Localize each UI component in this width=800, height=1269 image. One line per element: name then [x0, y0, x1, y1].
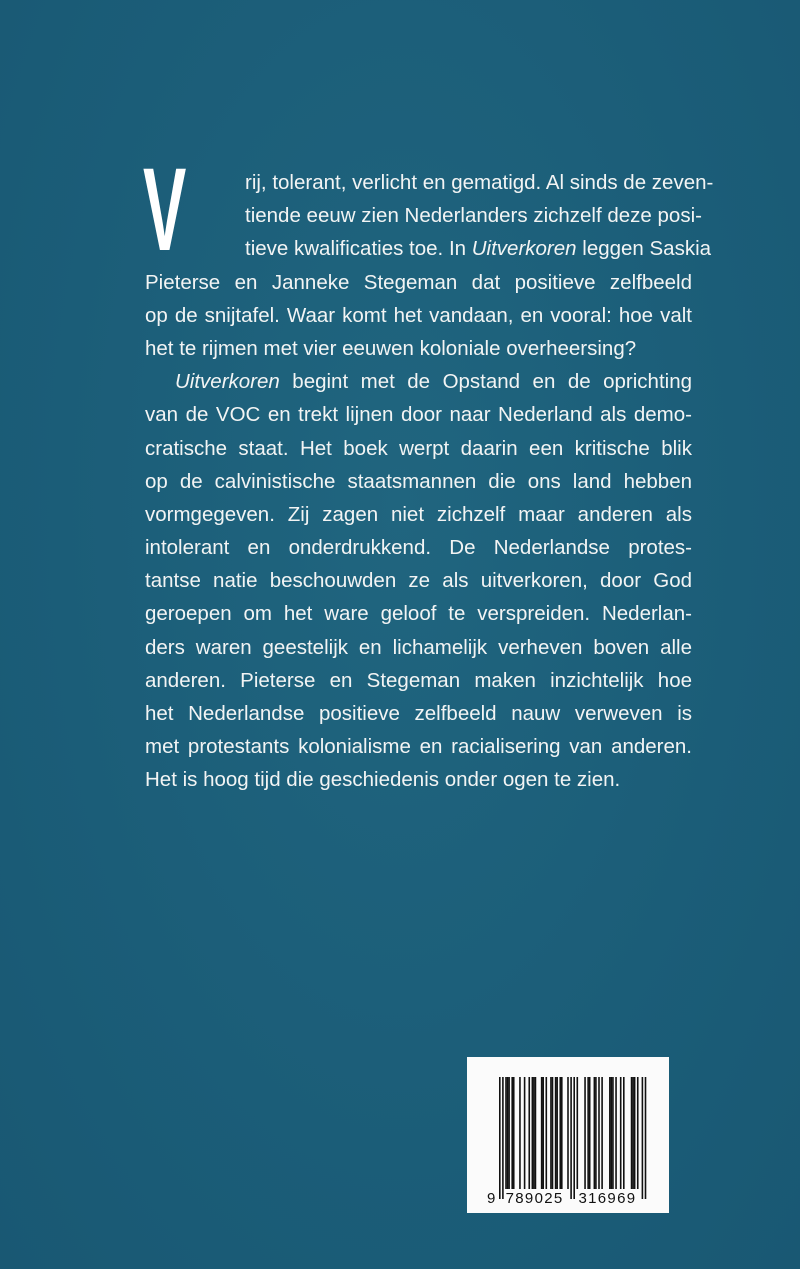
barcode-bar — [634, 1077, 636, 1189]
blurb-line — [145, 664, 692, 697]
barcode-digits: 9 — [487, 1190, 497, 1207]
barcode-bar — [499, 1077, 501, 1199]
blurb-line — [245, 199, 702, 232]
text-segment: Het is hoog tijd die geschiedenis onder ogen te zien. — [145, 768, 621, 792]
blurb-line — [145, 365, 692, 398]
text-segment: van de VOC en trekt lijnen door naar Nederland als demo- — [145, 403, 692, 427]
barcode-bar — [559, 1077, 561, 1189]
blurb-line — [145, 432, 692, 465]
barcode-bar — [631, 1077, 633, 1189]
barcode-bar — [570, 1077, 572, 1199]
blurb-line — [145, 398, 692, 431]
text-segment: rij, tolerant, verlicht en gematigd. Al sinds de zeven- — [245, 171, 714, 194]
blurb-text — [145, 166, 714, 797]
barcode-bar — [507, 1077, 509, 1189]
text-segment: intolerant en onderdrukkend. De Nederlandse protes- — [145, 536, 692, 560]
blurb-line — [145, 465, 692, 498]
text-segment: cratische staat. Het boek werpt daarin een kritische blik — [145, 436, 692, 460]
barcode-bar — [612, 1077, 614, 1189]
text-segment: het Nederlandse positieve zelfbeeld nauw verweven is — [145, 702, 692, 725]
barcode-bar — [601, 1077, 603, 1189]
text-segment: vormgegeven. Zij zagen niet zichzelf maar anderen als — [145, 502, 692, 526]
blurb-line — [145, 564, 692, 597]
text-segment: anderen. Pieterse en Stegeman maken inzichtelijk hoe — [145, 668, 692, 692]
barcode-bar — [541, 1077, 543, 1189]
barcode-bar — [645, 1077, 647, 1199]
barcode-digits: 316969 — [578, 1190, 637, 1207]
blurb-line — [245, 232, 712, 265]
barcode-bar — [632, 1077, 634, 1189]
barcode-bar — [505, 1077, 507, 1189]
barcode-bar — [587, 1077, 589, 1189]
blurb-line — [145, 697, 692, 730]
blurb-line — [145, 332, 692, 365]
barcode-bar — [611, 1077, 613, 1189]
barcode-bar — [609, 1077, 611, 1189]
blurb-line — [145, 531, 692, 564]
barcode-bar — [573, 1077, 575, 1199]
blurb-line — [145, 763, 692, 796]
blurb-line — [145, 631, 692, 664]
text-segment: op de calvinistische staatsmannen die ons land hebben — [145, 469, 692, 493]
blurb-line — [145, 266, 692, 299]
book-title-italic: Uitverkoren — [175, 370, 280, 394]
barcode-bar — [598, 1077, 600, 1189]
barcode-bar — [533, 1077, 535, 1189]
barcode-bar — [623, 1077, 625, 1189]
text-segment: leggen Saskia — [576, 237, 712, 261]
text-segment: begint met de Opstand en de oprichting — [279, 370, 692, 394]
barcode-bar — [594, 1077, 596, 1189]
barcode-bar — [589, 1077, 591, 1189]
barcode-bar — [555, 1077, 557, 1189]
barcode-bar — [508, 1077, 510, 1189]
barcode-bar — [567, 1077, 569, 1189]
text-segment: op de snijtafel. Waar komt het vandaan, en vooral: hoe valt — [145, 303, 692, 327]
barcode-bar — [528, 1077, 530, 1189]
barcode-bar — [620, 1077, 622, 1189]
text-segment: geroepen om het ware geloof te verspreiden. Nederlan- — [145, 602, 692, 626]
barcode-bar — [637, 1077, 639, 1189]
text-segment: tiende eeuw zien Nederlanders zichzelf deze posi- — [245, 204, 702, 228]
barcode-bar — [513, 1077, 515, 1189]
barcode-bar — [556, 1077, 558, 1189]
barcode-digits: 789025 — [505, 1190, 564, 1207]
book-title-italic: Uitverkoren — [471, 237, 577, 261]
barcode-bar — [550, 1077, 552, 1189]
text-segment: Pieterse en Janneke Stegeman dat positieve zelfbeeld — [145, 270, 692, 294]
blurb-line — [145, 498, 692, 531]
text-segment: tantse natie beschouwden ze als uitverkoren, door God — [145, 569, 692, 593]
blurb-line — [145, 299, 692, 332]
blurb-line — [145, 730, 692, 763]
text-segment: tieve kwalificaties toe. In — [245, 237, 472, 261]
barcode-bar — [535, 1077, 537, 1189]
barcode-bar — [502, 1077, 504, 1199]
text-segment: ders waren geestelijk en lichamelijk verheven boven alle — [145, 635, 692, 659]
isbn-barcode — [467, 1057, 669, 1213]
barcode-bar — [577, 1077, 579, 1189]
barcode-bar — [542, 1077, 544, 1189]
barcode-bar — [561, 1077, 563, 1189]
barcode-graphic — [467, 1057, 669, 1213]
barcode-bar — [511, 1077, 513, 1189]
text-segment: met protestants kolonialisme en racialisering van anderen. — [145, 735, 692, 759]
drop-cap: V — [143, 144, 187, 276]
blurb-line — [245, 166, 714, 199]
barcode-bar — [532, 1077, 534, 1189]
barcode-bar — [642, 1077, 644, 1199]
barcode-bar — [524, 1077, 526, 1189]
barcode-bar — [615, 1077, 617, 1189]
blurb-line — [145, 597, 692, 630]
barcode-bar — [595, 1077, 597, 1189]
barcode-bar — [519, 1077, 521, 1189]
barcode-bar — [584, 1077, 586, 1189]
barcode-bar — [552, 1077, 554, 1189]
barcode-bar — [546, 1077, 548, 1189]
text-segment: het te rijmen met vier eeuwen koloniale overheersing? — [145, 336, 637, 360]
